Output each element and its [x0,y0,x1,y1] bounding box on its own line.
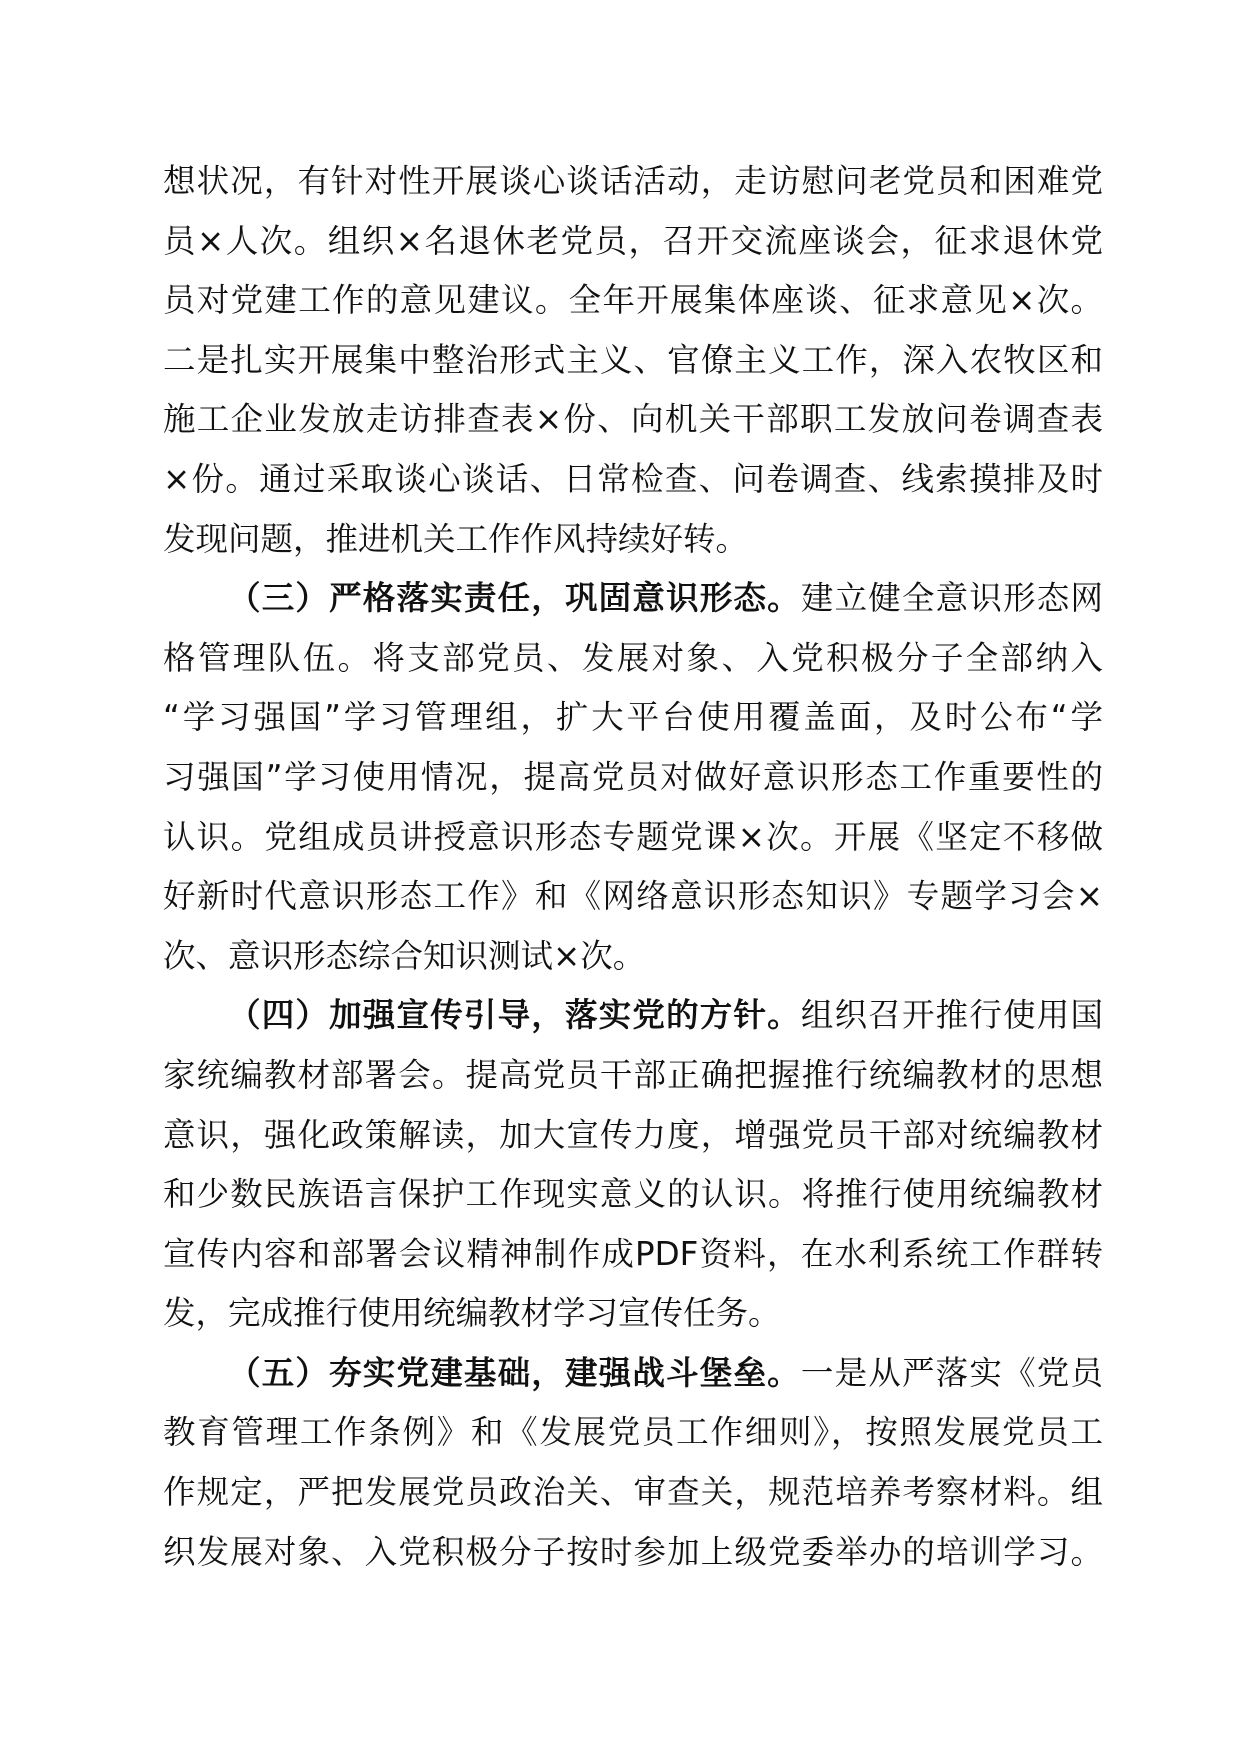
text-line [163,390,1103,450]
text-line [163,808,1103,868]
body-text: 发现问题，推进机关工作作风持续好转。 [163,519,749,558]
body-text: 和少数民族语言保护工作现实意义的认识。将推行使用统编教材 [163,1175,1103,1214]
paragraph [163,1344,1103,1582]
body-text: 作规定，严把发展党员政治关、审查关，规范培养考察材料。组 [163,1473,1103,1512]
body-text: 建立健全意识形态网 [800,579,1103,618]
body-text: 织发展对象、入党积极分子按时参加上级党委举办的培训学习。 [163,1532,1103,1571]
body-text: “学习强国”学习管理组，扩大平台使用覆盖面，及时公布“学 [163,698,1103,737]
body-text: 员×人次。组织×名退休老党员，召开交流座谈会，征求退休党 [163,221,1103,260]
paragraph [163,569,1103,986]
text-line [163,1344,1103,1404]
text-line [163,1523,1103,1583]
text-line [163,152,1103,212]
body-text: 意识，强化政策解读，加大宣传力度，增强党员干部对统编教材 [163,1115,1103,1154]
body-text: 二是扎实开展集中整治形式主义、官僚主义工作，深入农牧区和 [163,340,1103,379]
body-text: 格管理队伍。将支部党员、发展对象、入党积极分子全部纳入 [163,638,1103,677]
text-line [163,986,1103,1046]
body-text: 员对党建工作的意见建议。全年开展集体座谈、征求意见×次。 [163,281,1103,320]
body-text: 施工企业发放走访排查表×份、向机关干部职工发放问卷调查表 [163,400,1103,439]
text-line [163,867,1103,927]
text-line [163,450,1103,510]
text-line [163,212,1103,272]
body-text: 一是从严落实《党员 [800,1353,1103,1392]
body-text: 家统编教材部署会。提高党员干部正确把握推行统编教材的思想 [163,1055,1103,1094]
body-text: 认识。党组成员讲授意识形态专题党课×次。开展《坚定不移做 [163,817,1103,856]
body-text: 宣传内容和部署会议精神制作成PDF资料，在水利系统工作群转 [163,1234,1103,1273]
body-text: 发，完成推行使用统编教材学习宣传任务。 [163,1294,781,1333]
paragraph [163,986,1103,1344]
body-text: 教育管理工作条例》和《发展党员工作细则》，按照发展党员工 [163,1413,1103,1452]
text-line [163,1046,1103,1106]
section-heading: （三）严格落实责任，巩固意识形态。 [228,579,801,618]
text-line [163,1403,1103,1463]
text-line [163,1165,1103,1225]
section-heading: （五）夯实党建基础，建强战斗堡垒。 [228,1353,801,1392]
body-text: ×份。通过采取谈心谈话、日常检查、问卷调查、线索摸排及时 [163,459,1103,498]
section-heading: （四）加强宣传引导，落实党的方针。 [228,996,801,1035]
body-text: 好新时代意识形态工作》和《网络意识形态知识》专题学习会× [163,877,1103,916]
text-line [163,1106,1103,1166]
body-text: 习强国”学习使用情况，提高党员对做好意识形态工作重要性的 [163,757,1103,796]
text-line [163,331,1103,391]
text-line [163,1463,1103,1523]
text-line [163,629,1103,689]
text-line [163,569,1103,629]
body-text: 想状况，有针对性开展谈心谈话活动，走访慰问老党员和困难党 [163,162,1103,200]
body-text: 组织召开推行使用国 [800,996,1103,1035]
text-line [163,748,1103,808]
text-line [163,271,1103,331]
paragraph [163,152,1103,569]
text-line [163,688,1103,748]
document-body [163,152,1103,1582]
text-line [163,510,1103,570]
text-line [163,927,1103,987]
body-text: 次、意识形态综合知识测试×次。 [163,936,646,975]
text-line [163,1284,1103,1344]
text-line [163,1225,1103,1285]
